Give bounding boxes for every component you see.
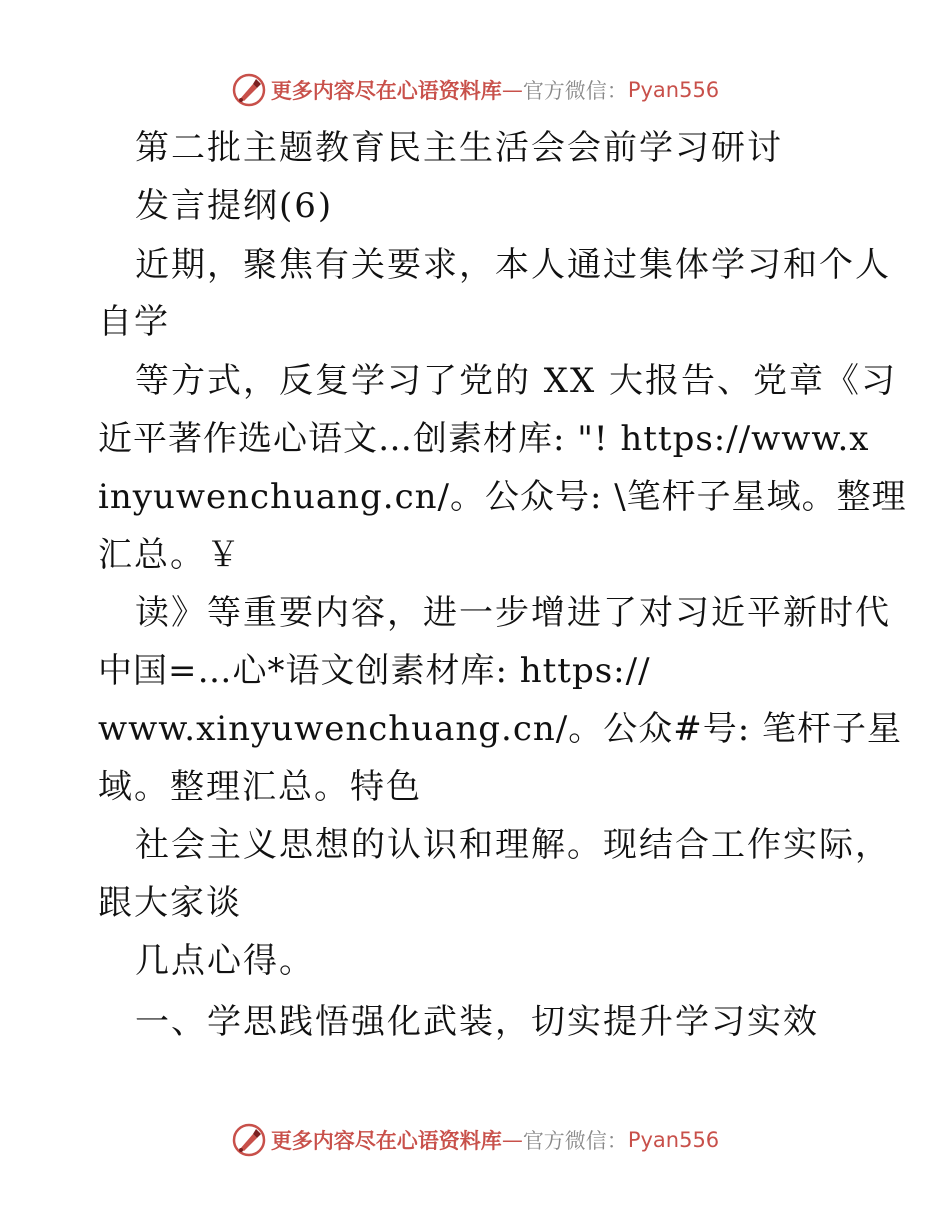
paragraph-line: 汇总。￥ xyxy=(98,535,242,575)
paragraph-line: 社会主义思想的认识和理解。现结合工作实际， xyxy=(135,825,891,865)
pen-nib-logo-icon xyxy=(231,72,267,108)
footer-wechat-label: 官方微信： xyxy=(522,1129,628,1153)
header-wechat-label: 官方微信： xyxy=(522,79,628,103)
paragraph-line: inyuwenchuang.cn/。公众号: \笔杆子星域。整理 xyxy=(98,477,907,517)
paragraph-line: 自学 xyxy=(98,302,170,342)
header-banner xyxy=(0,70,950,110)
paragraph-line: www.xinyuwenchuang.cn/。公众#号: 笔杆子星 xyxy=(98,709,902,749)
header-site-text: 更多内容尽在心语资料库 xyxy=(270,79,502,103)
paragraph-line: 读》等重要内容，进一步增进了对习近平新时代 xyxy=(135,593,891,633)
footer-site-text: 更多内容尽在心语资料库 xyxy=(270,1129,502,1153)
paragraph-line: 近期，聚焦有关要求，本人通过集体学习和个人 xyxy=(135,245,891,285)
paragraph-line: 近平著作选心语文…创素材库: "! https://www.x xyxy=(98,419,870,459)
title-line-1: 第二批主题教育民主生活会会前学习研讨 xyxy=(135,128,783,168)
footer-wechat-id: Pyan556 xyxy=(627,1128,720,1152)
footer-banner xyxy=(0,1120,950,1160)
header-separator: — xyxy=(501,78,523,102)
header-wechat-id: Pyan556 xyxy=(627,78,720,102)
section-heading: 一、学思践悟强化武装，切实提升学习实效 xyxy=(135,1002,819,1042)
paragraph-line: 域。整理汇总。特色 xyxy=(98,767,422,807)
pen-nib-logo-icon xyxy=(231,1122,267,1158)
footer-separator: — xyxy=(501,1128,523,1152)
paragraph-line: 中国=…心*语文创素材库: https:// xyxy=(98,651,651,691)
paragraph-line: 等方式，反复学习了党的 XX 大报告、党章《习 xyxy=(135,361,898,401)
paragraph-line: 跟大家谈 xyxy=(98,883,242,923)
paragraph-line: 几点心得。 xyxy=(135,941,315,981)
title-line-2: 发言提纲(6) xyxy=(135,186,334,226)
